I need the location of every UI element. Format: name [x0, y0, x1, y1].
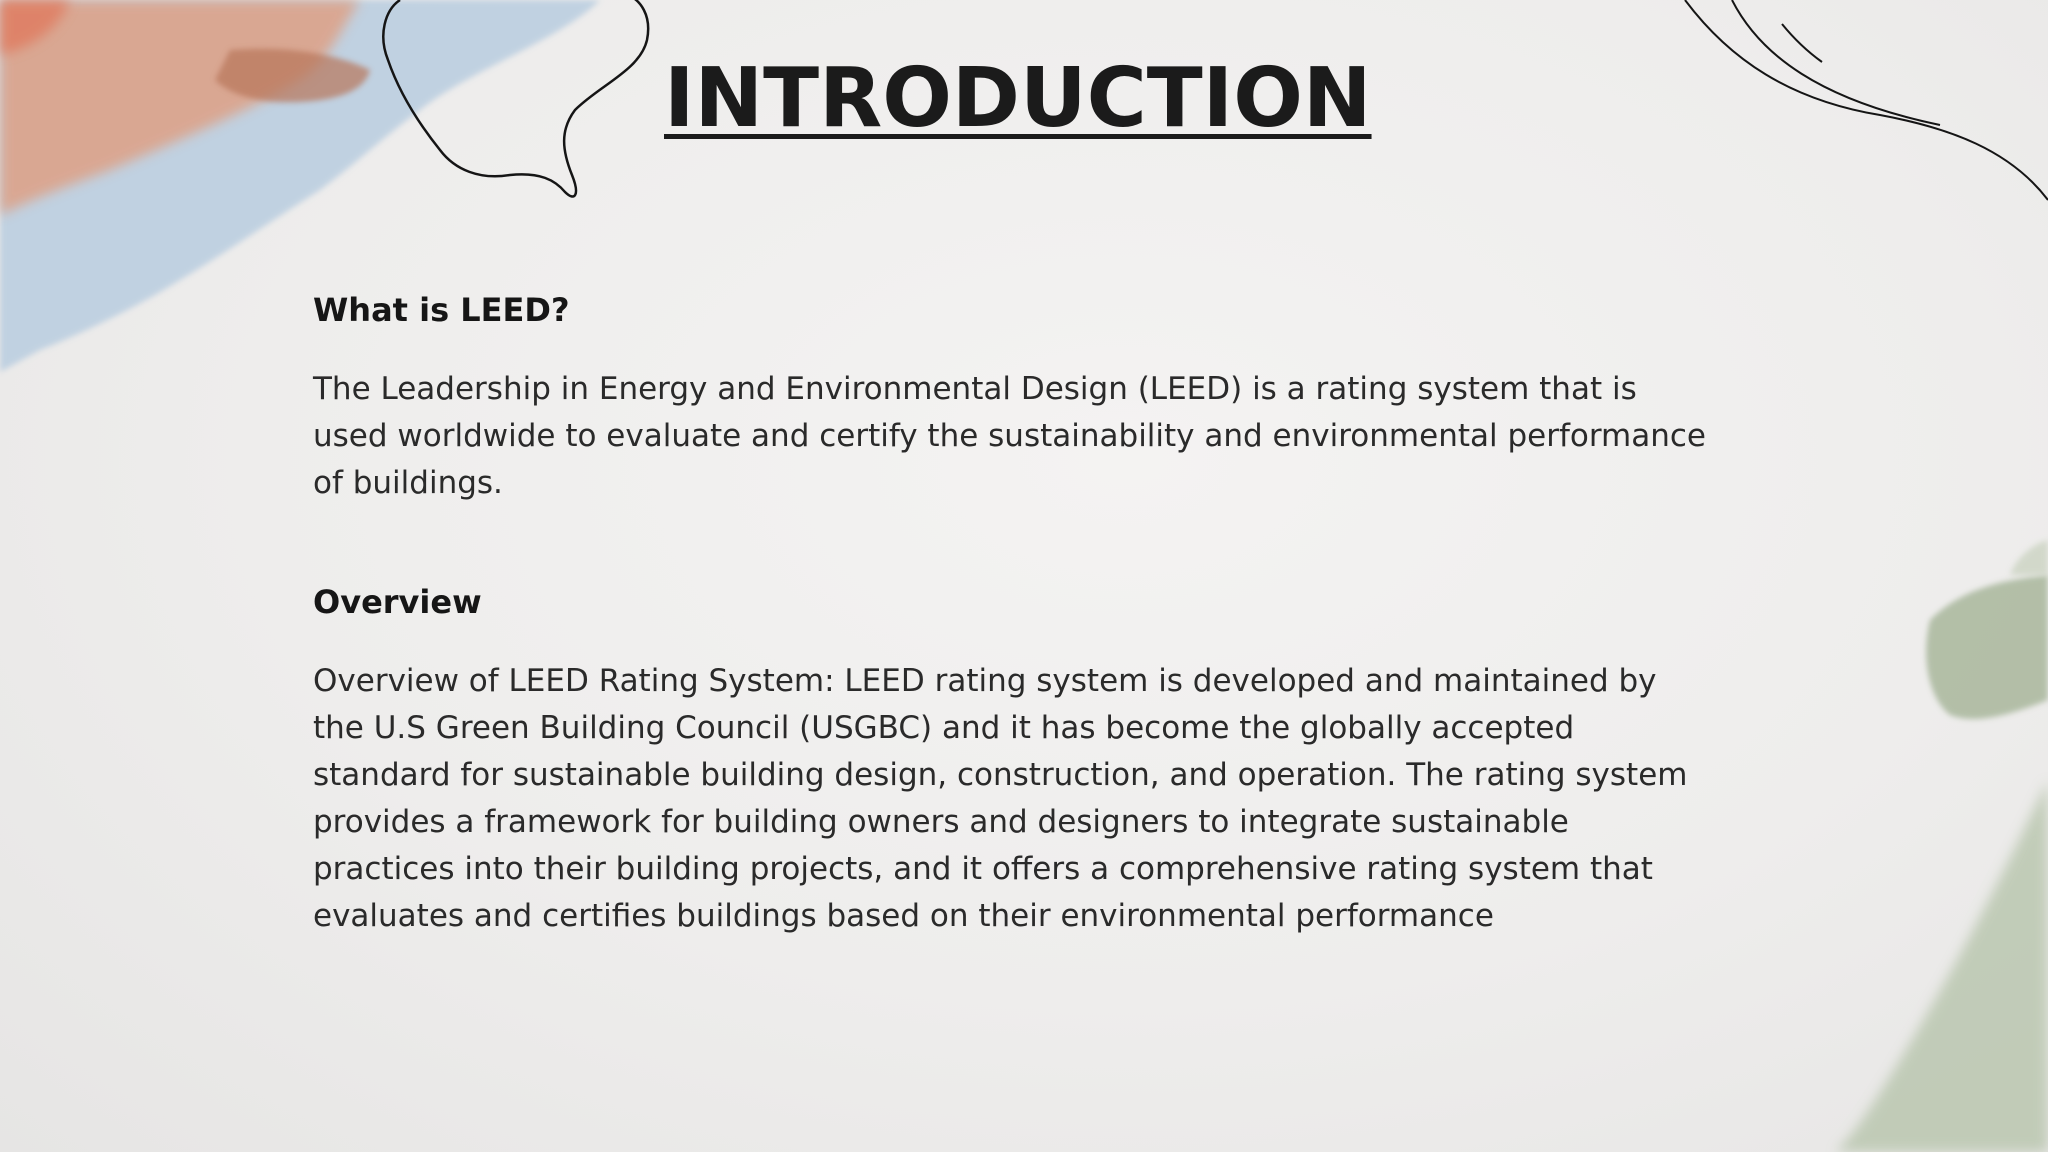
slide-title: INTRODUCTION	[664, 51, 1372, 146]
section-heading: What is LEED?	[313, 291, 570, 329]
section-overview	[313, 582, 1713, 940]
watercolor-green-spot	[1926, 575, 2048, 719]
section-what-is-leed	[313, 290, 1713, 507]
outline-curve-1	[1685, 0, 2048, 200]
section-body: Overview of LEED Rating System: LEED rating system is developed and maintained by the U.S Green Building Council (USGBC) and it has become the globally accepted standard for sustainable building design, construction, and operation. The rating system provides a framework for building owners and designers to integrate sustainable practices into their building projects, and it offers a comprehensive rating system that evaluates and certifies buildings based on their environmental performance	[313, 663, 1688, 934]
watercolor-green-edge	[2010, 540, 2048, 575]
outline-curve-3	[1782, 24, 1822, 62]
section-body: The Leadership in Energy and Environmental Design (LEED) is a rating system that is used worldwide to evaluate and certify the sustainability and environmental performance of buildings.	[313, 371, 1706, 501]
section-heading: Overview	[313, 583, 482, 621]
watercolor-green-streak	[1835, 780, 2048, 1152]
outline-curve-2	[1732, 0, 1940, 125]
